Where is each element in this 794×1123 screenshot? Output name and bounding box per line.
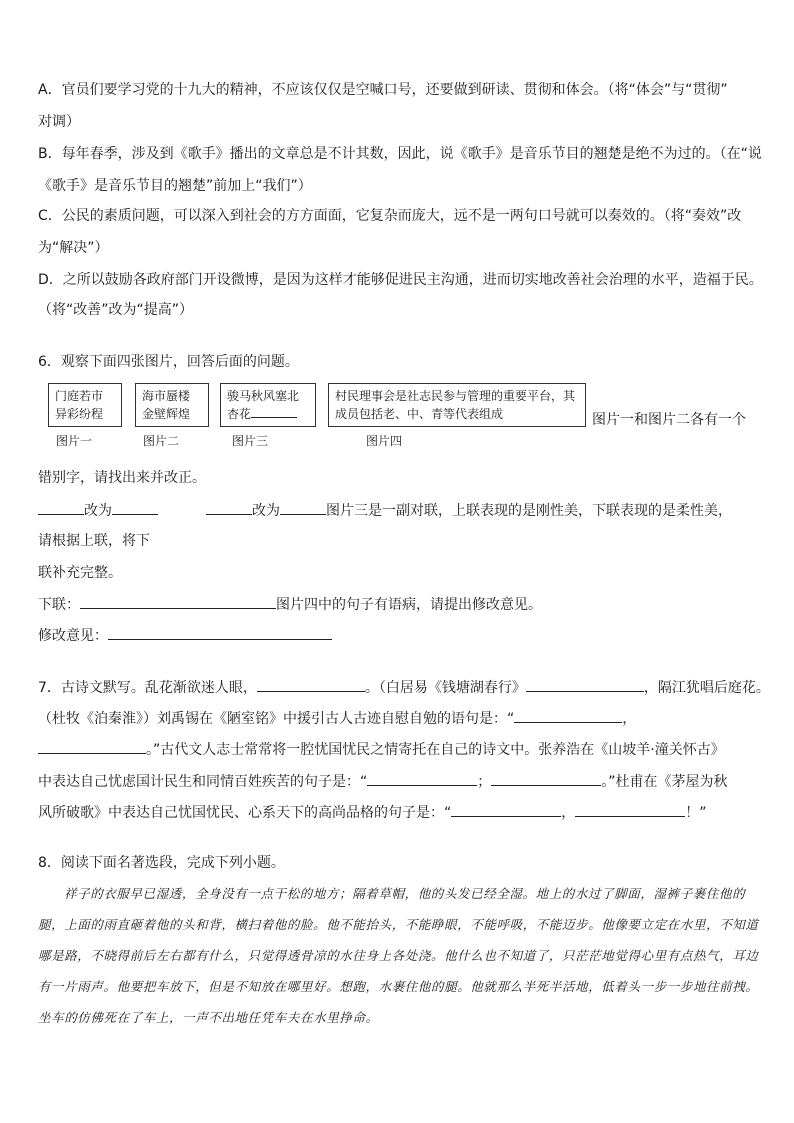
q7-line4 — [38, 771, 728, 792]
q6-line6 — [38, 594, 542, 615]
xialian-blank[interactable] — [80, 594, 276, 609]
q7-text: （杜牧《泊秦淮》）刘禹锡在《陋室铭》中援引古人古迹自慰自勉的语句是：“ — [38, 711, 515, 727]
picture-two-line2: 金壁辉煌 — [142, 407, 191, 421]
picture-three-blank — [251, 405, 297, 418]
q6-title: 6．观察下面四张图片，回答后面的问题。 — [38, 354, 299, 370]
answer-blank[interactable] — [367, 771, 477, 786]
picture-three-caption: 图片三 — [232, 434, 269, 448]
answer-blank[interactable] — [112, 500, 158, 515]
option-d-line1: D．之所以鼓励各政府部门开设微博，是因为这样才能够促进民主沟通，进而切实地改善社会治理的水平，造福于民。 — [38, 272, 763, 288]
answer-blank[interactable] — [491, 771, 601, 786]
picture-one-line2: 异彩纷程 — [55, 407, 104, 421]
option-d-line2: （将“改善”改为“提高”） — [38, 302, 194, 318]
q7-text: 7．古诗文默写。乱花渐欲迷人眼， — [38, 680, 257, 696]
picture-three-line1: 骏马秋风塞北 — [227, 389, 300, 403]
option-c-line2: 为“解决”） — [38, 240, 109, 256]
q7-text: ， — [561, 805, 576, 821]
q7-text: ，隔江犹唱后庭花。 — [643, 680, 770, 696]
picture-four-line1: 村民理事会是社志民参与管理的重要平台，其 — [335, 389, 576, 403]
picture-one-line1: 门庭若市 — [55, 389, 104, 403]
xiugai-label: 修改意见： — [38, 628, 108, 644]
q6-line3-tail: 图片三是一副对联，上联表现的是刚性美，下联表现的是柔性美， — [326, 503, 732, 519]
picture-two-line1: 海市蜃楼 — [142, 389, 191, 403]
q7-line5 — [38, 802, 707, 823]
answer-blank[interactable] — [514, 708, 622, 723]
answer-blank[interactable] — [280, 500, 326, 515]
answer-blank[interactable] — [38, 500, 84, 515]
q7-text: 。”杜甫在《茅屋为秋 — [601, 774, 728, 790]
q7-text: 中表达自己忧虑国计民生和同情百姓疾苦的句子是：“ — [38, 774, 368, 790]
picture-two — [135, 383, 209, 427]
q7-text: ， — [622, 711, 637, 727]
q6-line4: 请根据上联，将下 — [38, 533, 150, 549]
q7-text: ； — [477, 774, 492, 790]
q6-line7 — [38, 625, 332, 646]
xialian-label: 下联： — [38, 597, 80, 613]
answer-blank[interactable] — [526, 677, 644, 692]
q6-line5: 联补充完整。 — [38, 565, 122, 581]
picture-four-caption: 图片四 — [366, 434, 403, 448]
picture-three-line2: 杏花 — [227, 407, 252, 421]
picture-three — [220, 383, 316, 427]
q6-line3 — [38, 500, 732, 521]
answer-blank[interactable] — [206, 500, 252, 515]
answer-blank[interactable] — [575, 802, 685, 817]
picture-one — [48, 383, 122, 427]
option-a-line1: A．官员们要学习党的十九大的精神，不应该仅仅是空喊口号，还要做到研读、贯彻和体会。（将“体会”与“贯彻” — [38, 82, 728, 98]
q7-text: ！” — [685, 805, 707, 821]
answer-blank[interactable] — [257, 677, 365, 692]
xiugai-blank[interactable] — [108, 625, 332, 640]
q7-text: 。（白居易《钱塘湖春行》 — [364, 680, 526, 696]
option-b-line2: 《歌手》是音乐节目的翘楚”前加上“我们”） — [38, 178, 312, 194]
q6-line2: 错别字，请找出来并改正。 — [38, 470, 206, 486]
q7-line2 — [38, 708, 636, 729]
option-a-line2: 对调） — [38, 114, 80, 130]
q7-line3 — [38, 739, 725, 760]
picture-one-caption: 图片一 — [56, 434, 93, 448]
gaiwei-label-2: 改为 — [252, 503, 280, 519]
excerpt-passage: 祥子的衣服早已湿透，全身没有一点干松的地方；隔着草帽，他的头发已经全湿。地上的水过了脚面，湿裤子裹住他的腿，上面的雨直砸着他的头和背，横扫着他的脸。他不能抬头，不能睁眼，不能呼吸，不能迈步。他像要立定在水里，不知道哪是路，不晓得前后左右都有什么，只觉得透骨凉的水往身上各处浇。他什么也不知道了，只茫茫地觉得心里有点热气，耳边有一片雨声。他要把车放下，但是不知放在哪里好。想跑，水裹住他的腿。他就那么半死半活地，低着头一步一步地往前拽。坐车的仿佛死在了车上，一声不出地任凭车夫在水里挣命。 — [38, 886, 759, 1025]
q6-line6-tail: 图片四中的句子有语病，请提出修改意见。 — [276, 597, 542, 613]
answer-blank[interactable] — [451, 802, 561, 817]
answer-blank[interactable] — [38, 739, 146, 754]
picture-four-line2: 成员包括老、中、青等代表组成 — [335, 407, 504, 421]
q6-after-pictures: 图片一和图片二各有一个 — [592, 412, 746, 428]
q8-title: 8．阅读下面名著选段，完成下列小题。 — [38, 855, 285, 871]
picture-four — [328, 383, 586, 427]
q7-text: 。”古代文人志士常常将一腔忧国忧民之情寄托在自己的诗文中。张养浩在《山坡羊·潼关怀古》 — [146, 742, 725, 758]
q7-text: 风所破歌》中表达自己忧国忧民、心系天下的高尚品格的句子是：“ — [38, 805, 452, 821]
option-b-line1: B．每年春季，涉及到《歌手》播出的文章总是不计其数，因此，说《歌手》是音乐节目的翘楚是绝不为过的。（在“说 — [38, 146, 762, 162]
q7-line1 — [38, 677, 770, 698]
picture-two-caption: 图片二 — [143, 434, 180, 448]
gaiwei-label-1: 改为 — [84, 503, 112, 519]
option-c-line1: C．公民的素质问题，可以深入到社会的方方面面，它复杂而庞大，远不是一两句口号就可以奏效的。（将“奏效”改 — [38, 208, 742, 224]
